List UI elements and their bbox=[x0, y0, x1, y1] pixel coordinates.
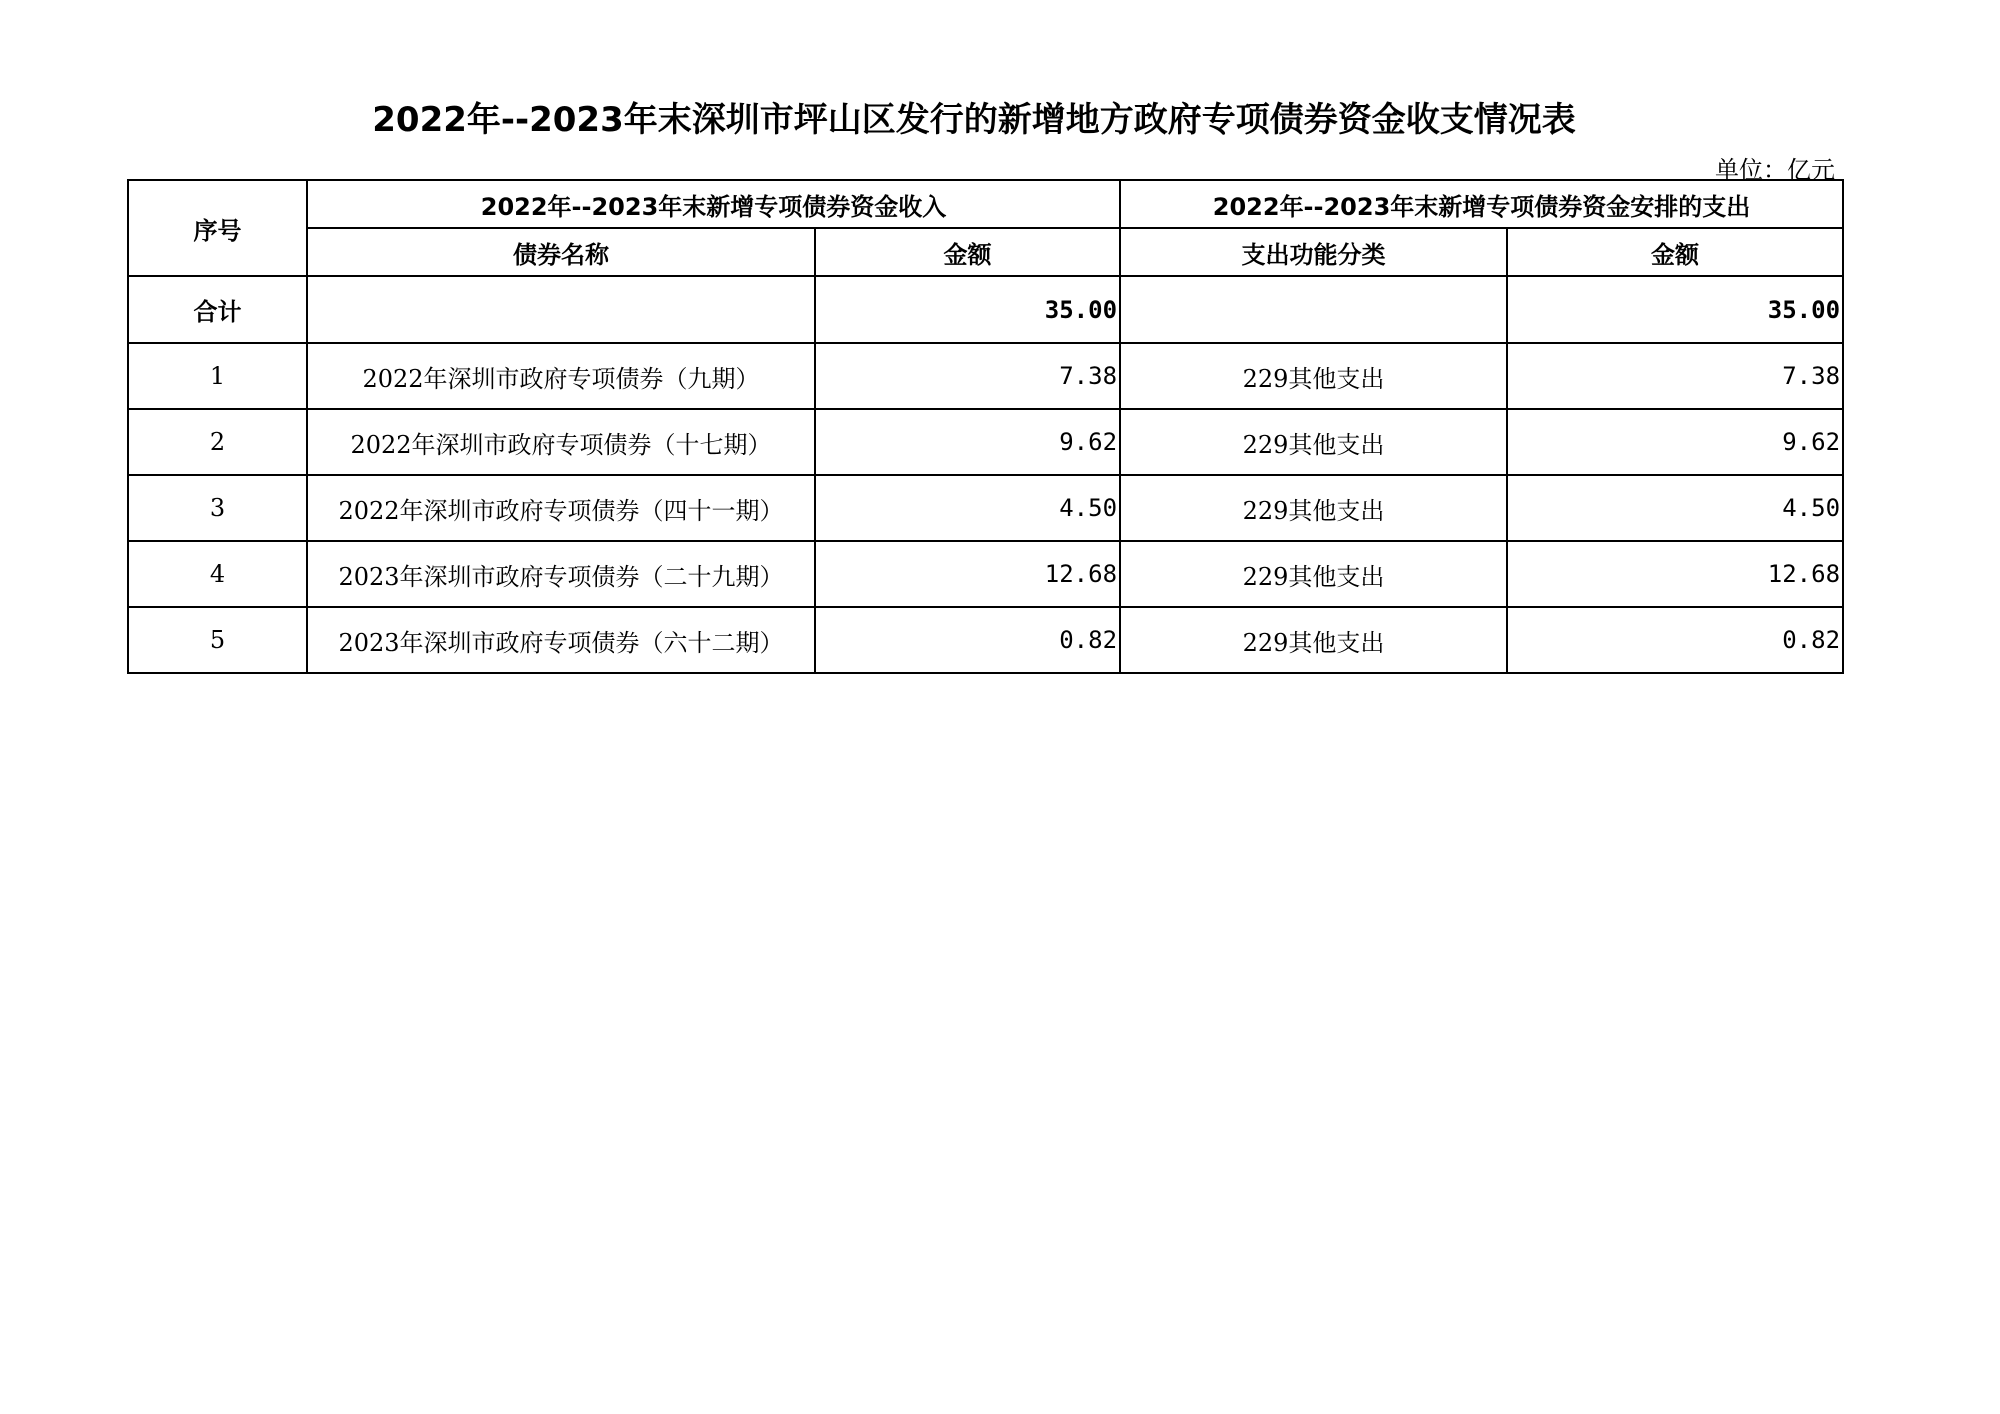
row-income-amount: 4.50 bbox=[815, 475, 1120, 541]
row-expense-amount: 4.50 bbox=[1507, 475, 1843, 541]
row-bond-name: 2022年深圳市政府专项债券（四十一期） bbox=[307, 475, 815, 541]
income-group-header: 2022年--2023年末新增专项债券资金收入 bbox=[307, 180, 1120, 228]
row-bond-name: 2022年深圳市政府专项债券（九期） bbox=[307, 343, 815, 409]
total-category bbox=[1120, 276, 1507, 343]
debt-table bbox=[127, 179, 1844, 674]
row-category: 229其他支出 bbox=[1120, 343, 1507, 409]
table-row bbox=[128, 409, 1843, 475]
row-category: 229其他支出 bbox=[1120, 475, 1507, 541]
income-amount-header: 金额 bbox=[815, 228, 1120, 276]
total-row bbox=[128, 276, 1843, 343]
table-row bbox=[128, 343, 1843, 409]
row-seq: 5 bbox=[128, 607, 307, 673]
total-bond-name bbox=[307, 276, 815, 343]
row-seq: 3 bbox=[128, 475, 307, 541]
row-income-amount: 0.82 bbox=[815, 607, 1120, 673]
page-title: 2022年--2023年末深圳市坪山区发行的新增地方政府专项债券资金收支情况表 bbox=[372, 100, 1576, 140]
row-bond-name: 2023年深圳市政府专项债券（二十九期） bbox=[307, 541, 815, 607]
row-category: 229其他支出 bbox=[1120, 607, 1507, 673]
expense-amount-header: 金额 bbox=[1507, 228, 1843, 276]
bond-name-header: 债券名称 bbox=[307, 228, 815, 276]
seq-header: 序号 bbox=[128, 180, 307, 276]
table-row bbox=[128, 475, 1843, 541]
row-category: 229其他支出 bbox=[1120, 541, 1507, 607]
row-expense-amount: 9.62 bbox=[1507, 409, 1843, 475]
row-income-amount: 9.62 bbox=[815, 409, 1120, 475]
row-seq: 1 bbox=[128, 343, 307, 409]
row-income-amount: 7.38 bbox=[815, 343, 1120, 409]
row-expense-amount: 7.38 bbox=[1507, 343, 1843, 409]
total-expense-amount: 35.00 bbox=[1507, 276, 1843, 343]
total-label: 合计 bbox=[128, 276, 307, 343]
header-row-1 bbox=[128, 180, 1843, 228]
row-seq: 4 bbox=[128, 541, 307, 607]
row-bond-name: 2023年深圳市政府专项债券（六十二期） bbox=[307, 607, 815, 673]
header-row-2 bbox=[128, 228, 1843, 276]
table-row bbox=[128, 607, 1843, 673]
expense-group-header: 2022年--2023年末新增专项债券资金安排的支出 bbox=[1120, 180, 1843, 228]
row-expense-amount: 12.68 bbox=[1507, 541, 1843, 607]
row-seq: 2 bbox=[128, 409, 307, 475]
row-bond-name: 2022年深圳市政府专项债券（十七期） bbox=[307, 409, 815, 475]
row-income-amount: 12.68 bbox=[815, 541, 1120, 607]
unit-label: 单位：亿元 bbox=[1715, 156, 1835, 184]
total-income-amount: 35.00 bbox=[815, 276, 1120, 343]
row-category: 229其他支出 bbox=[1120, 409, 1507, 475]
row-expense-amount: 0.82 bbox=[1507, 607, 1843, 673]
category-header: 支出功能分类 bbox=[1120, 228, 1507, 276]
table-row bbox=[128, 541, 1843, 607]
